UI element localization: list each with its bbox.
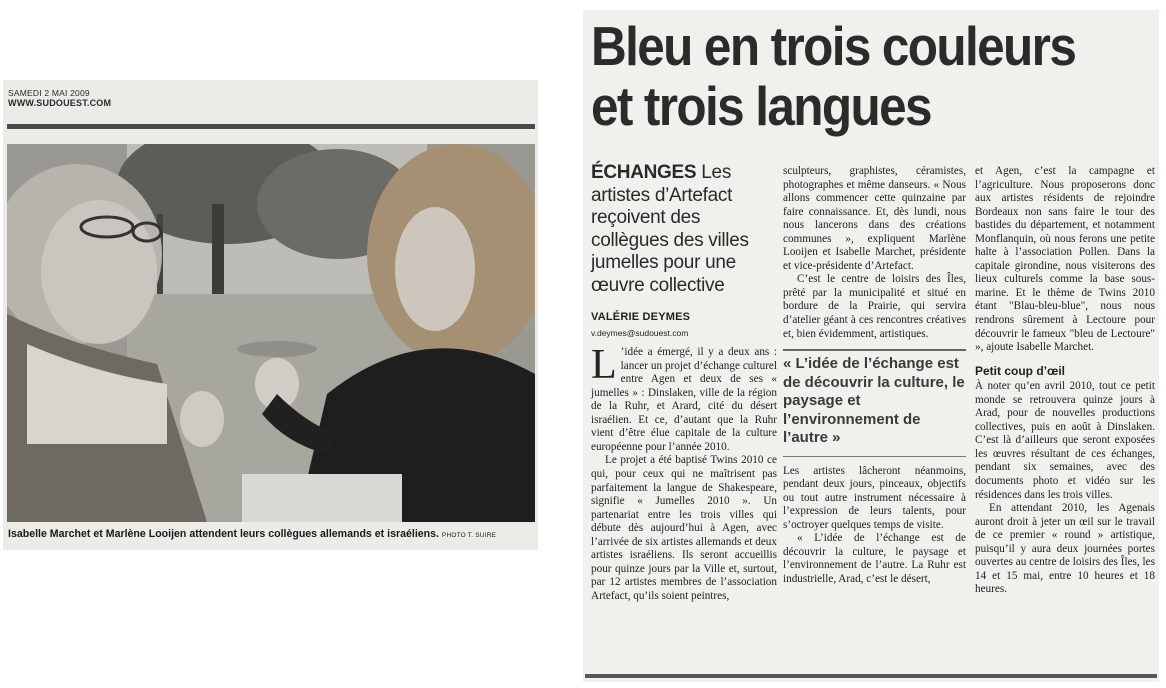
article-clipping	[583, 10, 1159, 682]
paragraph: et Agen, c’est la campagne et l’agriculture. Nous proposerons donc aux artistes résidents de rejoindre Bordeaux non sans faire le tour des bastides du département, et notamment Monflanquin, où nous ferons une petite halte à l’association Pollen. Dans la capitale girondine, nous visiterons des lieux culturels comme la base sous-marine. Et le thème de Twins 2010 étant "Blau-bleu-blue", nous nous rendrons sûrement à Lectoure pour découvrir le fameux "bleu de Lectoure" », ajoute Isabelle Marchet.	[975, 165, 1155, 354]
paragraph: En attendant 2010, les Agenais auront droit à jeter un œil sur le travail de ce premier « round » artistique, puisqu’il y aura deux journées portes ouvertes au centre de loisirs des Îles, les 14 et 15 mai, entre 10 heures et 18 heures.	[975, 502, 1155, 596]
pull-quote	[783, 349, 966, 457]
photo-clipping	[3, 80, 538, 550]
headline-line-2: et trois langues	[591, 75, 931, 137]
article-photo	[7, 144, 535, 522]
headline	[591, 16, 1100, 136]
header-rule	[7, 124, 535, 129]
author-email: v.deymes@sudouest.com	[591, 327, 689, 338]
byline: VALÉRIE DEYMES	[591, 311, 691, 323]
paragraph: Le projet a été baptisé Twins 2010 ce qui, pour ceux qui ne maîtrisent pas parfaitement la langue de Shakespeare, signifie « Jumelles 2010 ». Un partenariat entre les trois villes qui débute dès aujourd’hui à Agen, avec l’arrivée de six artistes allemands et deux artistes israéliens. Ils seront accueillis pour quinze jours par la Ville et, surtout, par 12 artistes membres de l’association Artefact, qu’ils soient peintres,	[591, 454, 777, 602]
footer-rule	[585, 674, 1157, 678]
drop-cap: L	[591, 342, 617, 389]
article-column-3	[975, 165, 1155, 597]
paragraph: À noter qu’en avril 2010, tout ce petit monde se retrouvera quinze jours à Arad, pour de nouvelles productions collectives, puis en août à Dinslaken. C’est là d’ailleurs que seront exposées les œuvres résultant de ces échanges, pendant six semaines, avec des documents photo et vidéo sur les résidences dans les trois villes.	[975, 380, 1155, 501]
paragraph: « L’idée de l’échange est de découvrir la culture, le paysage et l’environnement de l’autre. La Ruhr est industrielle, Arad, c’est le désert,	[783, 532, 966, 585]
article-column-1	[591, 160, 777, 603]
photo-caption	[8, 528, 536, 540]
paragraph: sculpteurs, graphistes, céramistes, photographes et même danseurs. « Nous allons commencer cette quinzaine par faire connaissance. Et, dès lundi, nous nous lancerons dans des créations communes », expliquent Marlène Looijen et Isabelle Marchet, présidente et vice-présidente d’Artefact.	[783, 165, 966, 272]
paragraph: Les artistes lâcheront néanmoins, pendant deux jours, pinceaux, objectifs ou tout autre instrument nécessaire à l’expression de leurs talents, pour s’octroyer quelques temps de visite.	[783, 464, 966, 531]
headline-line-1: Bleu en trois couleurs	[591, 15, 1076, 77]
subheading: Petit coup d’œil	[975, 363, 1065, 378]
dateline	[8, 88, 111, 108]
photo-illustration	[7, 144, 535, 522]
publication-date: SAMEDI 2 MAI 2009	[8, 88, 90, 98]
photo-credit: PHOTO T. SUIRE	[441, 532, 497, 539]
paragraph: C’est le centre de loisirs des Îles, prêté par la municipalité et situé en bordure de la Prairie, qui servira d’atelier géant à ces rencontres créatives et, bien évidemment, artistiques.	[783, 273, 966, 340]
pull-quote-text: « L’idée de l’échange est de découvrir la culture, le paysage et l’environnement de l’autre »	[783, 355, 965, 447]
pull-quote-rule	[783, 456, 966, 457]
kicker-text: Les artistes d’Artefact reçoivent des collègues des villes jumelles pour une œuvre collective	[591, 162, 749, 296]
paragraph: L ’idée a émergé, il y a deux ans : lancer un projet d’échange culturel entre Agen et deux de ses « jumelles » : Dinslaken, ville de la région de la Ruhr, et Arard, cité du désert israélien. Et ce, d’autant que la Ruhr vient d’être élue capitale de la culture européenne pour l’année 2010.	[591, 342, 777, 453]
kicker-keyword: ÉCHANGES	[591, 162, 697, 183]
website-label: WWW.SUDOUEST.COM	[8, 98, 112, 108]
caption-text: Isabelle Marchet et Marlène Looijen attendent leurs collègues allemands et israéliens.	[8, 528, 439, 540]
article-column-2	[783, 165, 966, 587]
kicker	[591, 162, 777, 297]
